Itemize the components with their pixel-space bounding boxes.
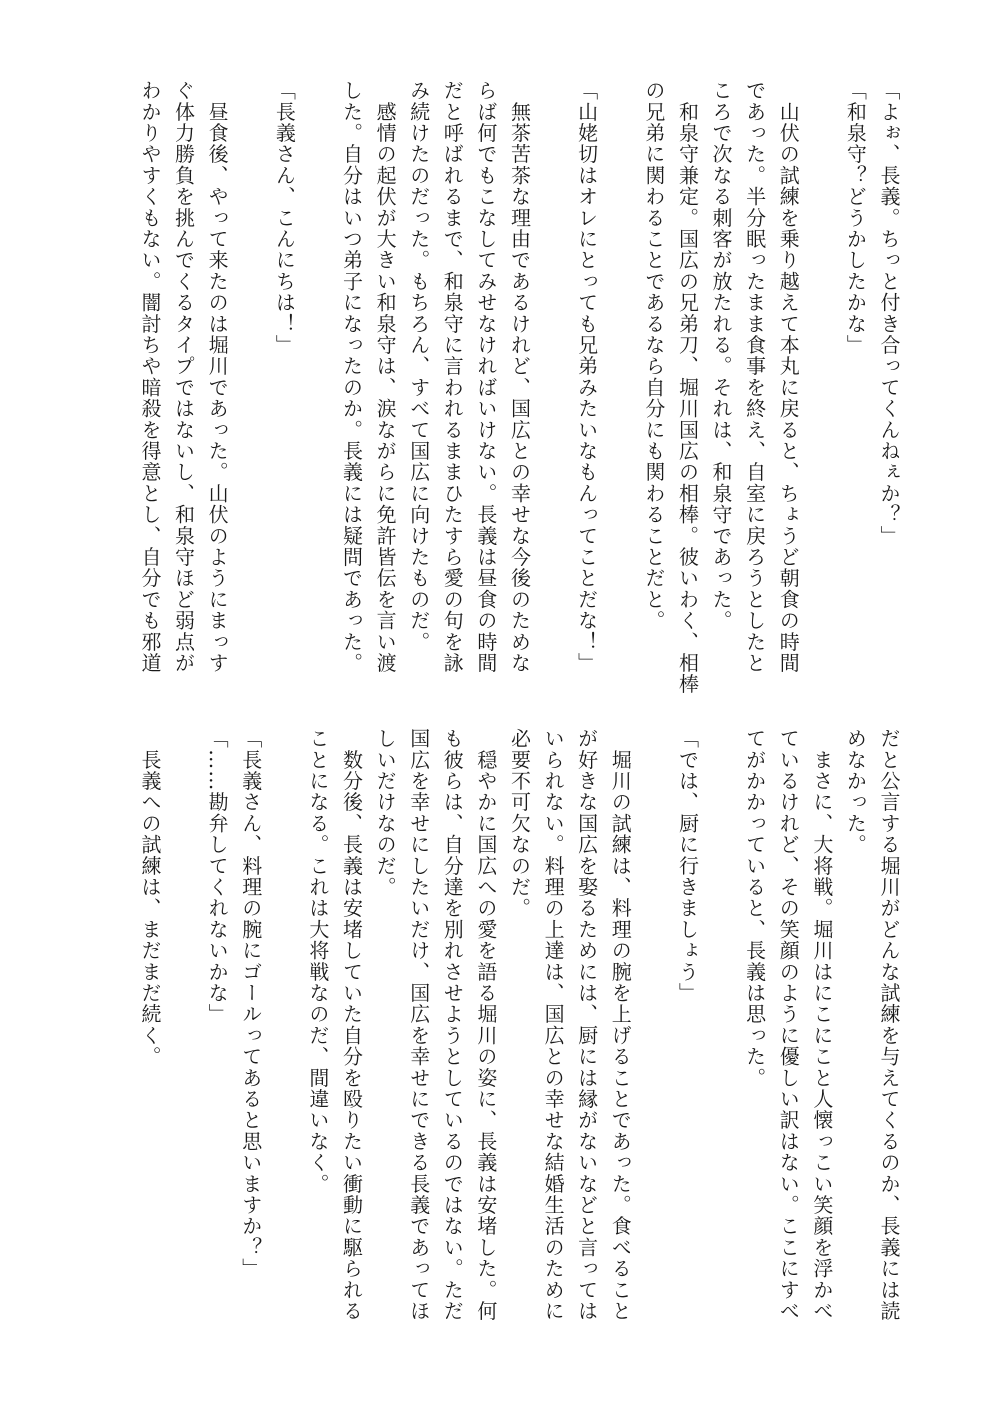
text-column: み続けたのだった。もちろん、すべて国広に向けたものだ。	[406, 80, 431, 653]
text-column: の兄弟に関わることであるなら自分にも関わることだと。	[641, 80, 666, 632]
text-column: 「長義さん、こんにちは！」	[272, 80, 297, 356]
text-column: だと公言する堀川がどんな試練を与えてくるのか、長義には読	[877, 728, 901, 1322]
text-column: だと呼ばれるまで、和泉守に言われるままひたすら愛の句を詠	[440, 80, 465, 674]
text-column: 堀川の試練は、料理の腕を上げることであった。食べること	[608, 728, 633, 1322]
text-column: ころで次なる刺客が放たれる。それは、和泉守であった。	[709, 80, 734, 632]
text-column: 穏やかに国広への愛を語る堀川の姿に、長義は安堵した。何	[473, 728, 498, 1322]
blank-column	[300, 80, 334, 700]
blank-column	[636, 728, 670, 1328]
blank-column	[703, 728, 737, 1328]
text-column: が好きな国広を娶るためには、厨には縁がないなどと言っては	[574, 728, 599, 1322]
blank-column	[233, 80, 267, 700]
text-column: めなかった。	[843, 728, 868, 856]
text-column: 数分後、長義は安堵していた自分を殴りたい衝動に駆られる	[339, 728, 364, 1322]
blank-column	[166, 728, 200, 1328]
text-column: 「よぉ、長義。ちっと付き合ってくんねぇか？」	[877, 80, 901, 547]
text-column: 無茶苦茶な理由であるけれど、国広との幸せな今後のためな	[507, 80, 532, 674]
text-column: わかりやすくもない。闇討ちや暗殺を得意とし、自分でも邪道	[137, 80, 162, 674]
text-column: 国広を幸せにしたいだけ、国広を幸せにできる長義であってほ	[406, 728, 431, 1322]
text-column: ことになる。これは大将戦なのだ、間違いなく。	[305, 728, 330, 1195]
lower-text-block	[105, 728, 905, 1328]
text-column: 「……勘弁してくれないかな」	[205, 728, 230, 1025]
text-column: 「山姥切はオレにとっても兄弟みたいなもんってことだな！」	[574, 80, 599, 674]
text-column: 「和泉守？どうかしたかな」	[843, 80, 868, 356]
text-column: てがかかっていると、長義は思った。	[742, 728, 767, 1089]
text-column: 感情の起伏が大きい和泉守は、涙ながらに免許皆伝を言い渡	[373, 80, 398, 674]
text-column: 「長義さん、料理の腕にゴールってあると思いますか？」	[238, 728, 263, 1280]
text-column: した。自分はいつ弟子になったのか。長義には疑問であった。	[339, 80, 364, 674]
blank-column	[603, 80, 637, 700]
text-column: いられない。料理の上達は、国広との幸せな結婚生活のために	[541, 728, 566, 1322]
upper-text-block	[105, 80, 905, 700]
blank-column	[267, 728, 301, 1328]
text-column: 必要不可欠なのだ。	[507, 728, 532, 919]
text-column: ているけれど、その笑顔のように優しい訳はない。ここにすべ	[776, 728, 801, 1322]
text-column: 昼食後、やって来たのは堀川であった。山伏のようにまっす	[205, 80, 230, 674]
text-column: 長義への試練は、まだまだ続く。	[137, 728, 162, 1068]
text-column: 和泉守兼定。国広の兄弟刀、堀川国広の相棒。彼いわく、相棒	[675, 80, 700, 695]
text-column: しいだけなのだ。	[373, 728, 398, 898]
text-column: であった。半分眠ったまま食事を終え、自室に戻ろうとしたと	[742, 80, 767, 674]
blank-column	[535, 80, 569, 700]
blank-column	[804, 80, 838, 700]
text-column: まさに、大将戦。堀川はにこにこと人懐っこい笑顔を浮かべ	[809, 728, 834, 1322]
text-column: も彼らは、自分達を別れさせようとしているのではない。ただ	[440, 728, 465, 1322]
text-column: ぐ体力勝負を挑んでくるタイプではないし、和泉守ほど弱点が	[171, 80, 196, 674]
text-column: 「では、厨に行きましょう」	[675, 728, 700, 1004]
text-column: らば何でもこなしてみせなければいけない。長義は昼食の時間	[473, 80, 498, 674]
text-column: 山伏の試練を乗り越えて本丸に戻ると、ちょうど朝食の時間	[776, 80, 801, 674]
